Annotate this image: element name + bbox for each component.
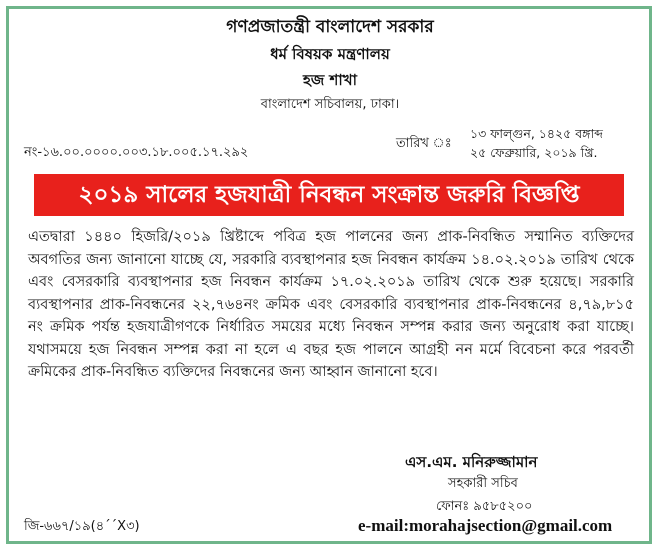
date-label: তারিখ ঃ <box>396 136 452 151</box>
notice-body: এতদ্বারা ১৪৪০ হিজরি/২০১৯ খ্রিষ্টাব্দে পবিত্র হজ পালনের জন্য প্রাক-নিবন্ধিত সম্মানিত ব্যক্তিদের অবগতির জন্য জানানো যাচ্ছে যে, সরকারি ব্যবস্থাপনার হজ নিবন্ধন কার্যক্রম ১৪.০২.২০১৯ তারিখ থেকে এবং বেসরকারি ব্যবস্থাপনার হজ নিবন্ধন কার্যক্রম ১৭.০২.২০১৯ তারিখ থেকে শুরু হয়েছে। সরকারি ব্যবস্থাপনার প্রাক-নিবন্ধনের ২২,৭৬৪নং ক্রমিক এবং বেসরকারি ব্যবস্থাপনার প্রাক-নিবন্ধনের ৪,৭৯,৮১৫ নং ক্রমিক পর্যন্ত হজযাত্রীগণকে নির্ধারিত সময়ের মধ্যে নিবন্ধন সম্পন্ন করার জন্য অনুরোধ করা যাচ্ছে। যথাসময়ে হজ নিবন্ধন সম্পন্ন করা না হলে এ বছর হজ পালনে আগ্রহী নন মর্মে বিবেচনা করে পরবর্তী ক্রমিকের প্রাক-নিবন্ধিত ব্যক্তিদের নিবন্ধনের জন্য আহ্বান জানানো হবে। <box>28 229 634 380</box>
signatory-phone: ফোনঃ ৯৫৮৫২০০ <box>436 499 533 514</box>
date-bangla: ১৩ ফাল্গুন, ১৪২৫ বঙ্গাব্দ <box>470 126 603 141</box>
footer-reference: জি-৬৬৭/১৯(৪´´X৩) <box>24 519 140 534</box>
notice-banner-title: ২০১৯ সালের হজযাত্রী নিবন্ধন সংক্রান্ত জরুরি বিজ্ঞপ্তি <box>78 182 580 208</box>
signatory-name: এস.এম. মনিরুজ্জামান <box>405 453 538 471</box>
signatory-email[interactable]: e-mail:morahajsection@gmail.com <box>358 516 613 535</box>
office-address: বাংলাদেশ সচিবালয়, ঢাকা। <box>260 97 400 112</box>
signatory-designation: সহকারী সচিব <box>448 476 518 491</box>
branch-title: হজ শাখা <box>303 71 357 89</box>
notice-banner <box>34 174 624 216</box>
memo-number: নং-১৬.০০.০০০০.০০৩.১৮.০০৫.১৭.২৯২ <box>24 145 249 160</box>
date-gregorian: ২৫ ফেব্রুয়ারি, ২০১৯ খ্রি. <box>470 145 598 160</box>
government-title: গণপ্রজাতন্ত্রী বাংলাদেশ সরকার <box>226 17 434 37</box>
ministry-title: ধর্ম বিষয়ক মন্ত্রণালয় <box>270 45 390 63</box>
